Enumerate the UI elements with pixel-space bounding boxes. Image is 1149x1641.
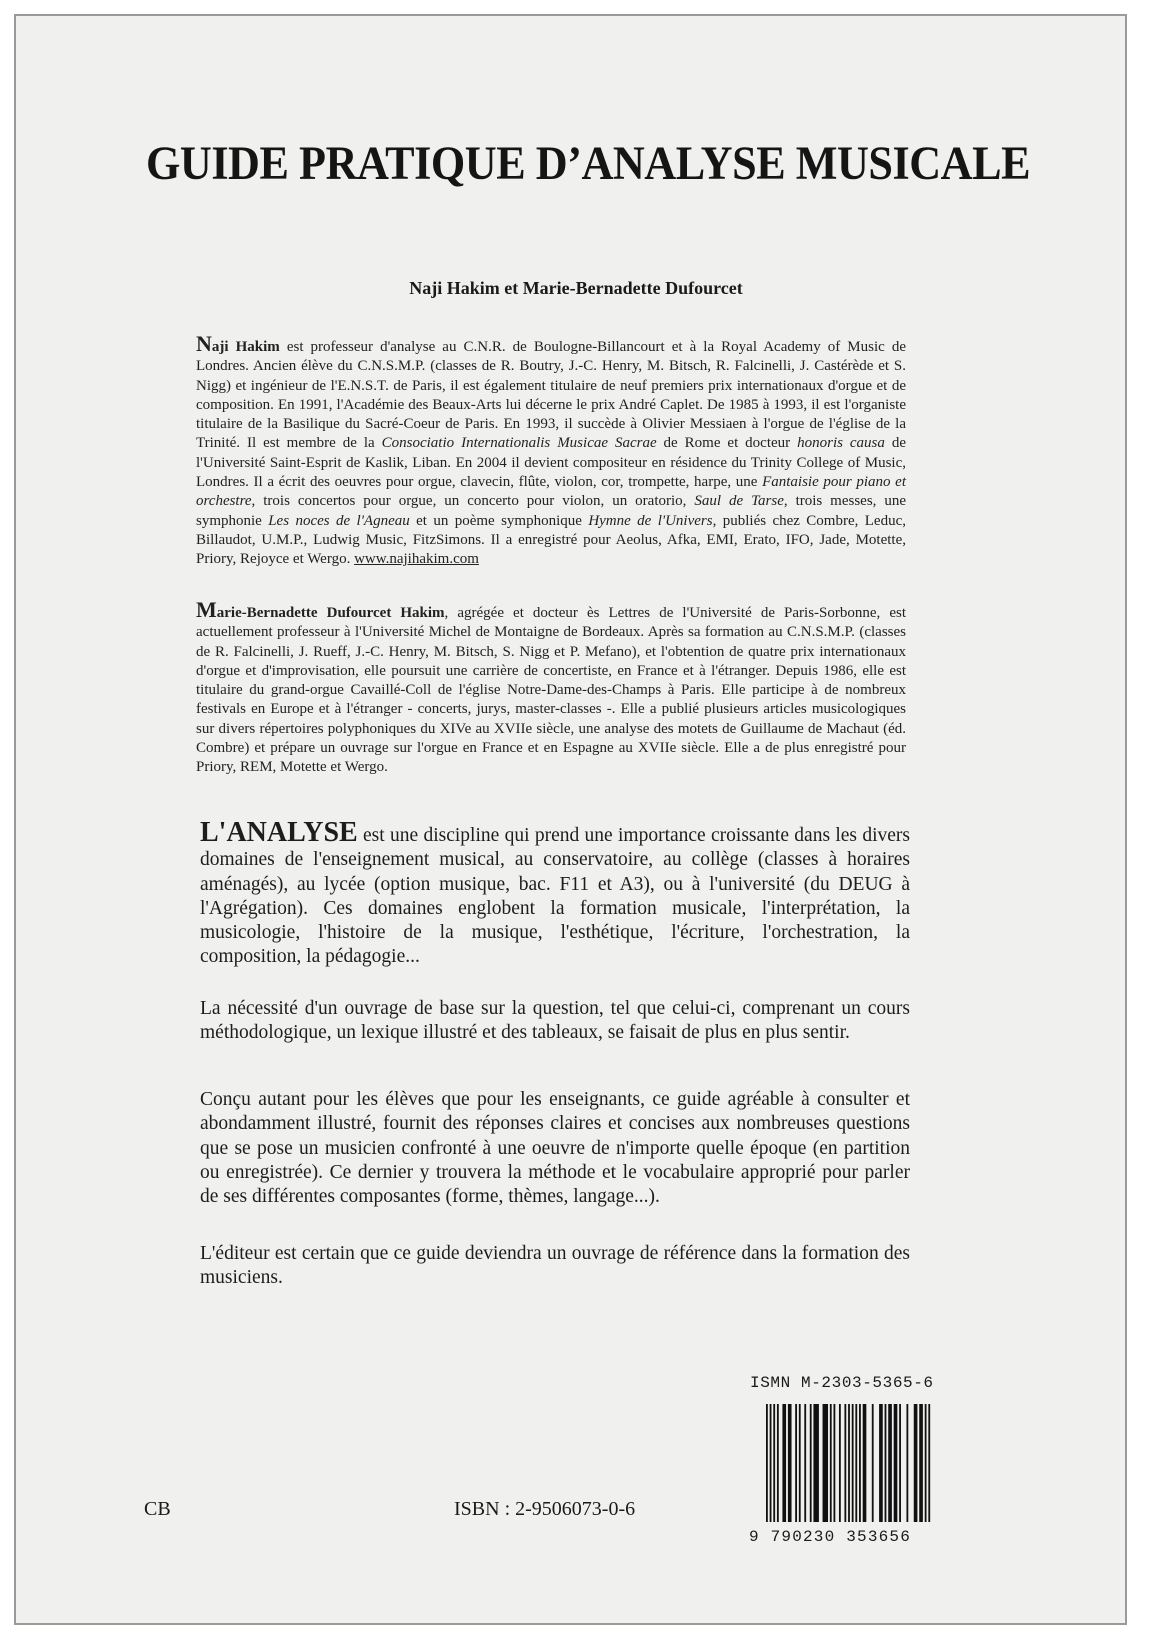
authors-line: Naji Hakim et Marie-Bernadette Dufourcet <box>409 278 743 298</box>
book-title: GUIDE PRATIQUE D’ANALYSE MUSICALE <box>146 137 1031 190</box>
barcode-bar <box>830 1404 832 1522</box>
barcode-digits: 9 790230 353656 <box>749 1528 912 1546</box>
barcode-bar <box>788 1404 792 1522</box>
barcode-bar <box>813 1404 818 1522</box>
barcode-bar <box>839 1404 841 1522</box>
barcode-bar <box>928 1404 930 1522</box>
bio1-lead: Naji Hakim <box>196 331 280 356</box>
barcode-bar <box>919 1404 923 1522</box>
barcode-bar <box>852 1404 854 1522</box>
barcode-bar <box>894 1404 898 1522</box>
barcode-bar <box>766 1404 768 1522</box>
barcode-bar <box>782 1404 786 1522</box>
barcode-bar <box>777 1404 779 1522</box>
bio-naji-hakim: Naji Hakim est professeur d'analyse au C.N.R. de Boulogne-Billancourt et à la Royal Academy of Music de Londres. Ancien élève du C.N.S.M.P. (classes de R. Boutry, J.-C. Henry, M. Bitsch, R. Falcinelli, J. Castérède et S. Nigg) et ingénieur de l'E.N.S.T. de Paris, il est également titulaire de neuf premiers prix internationaux d'orgue et de composition. En 1991, l'Académie des Beaux-Arts lui décerne le prix André Caplet. De 1985 à 1993, il est l'organiste titulaire de la Basilique du Sacré-Coeur de Paris. En 1993, il succède à Olivier Messiaen à l'orgue de l'église de la Trinité. Il est membre de la Consociatio Internationalis Musicae Sacrae de Rome et docteur honoris causa de l'Université Saint-Esprit de Kaslik, Liban. En 2004 il devient compositeur en résidence du Trinity College of Music, Londres. Il a écrit des oeuvres pour orgue, clavecin, flûte, violon, cor, trompette, harpe, une Fantaisie pour piano et orchestre, trois concertos pour orgue, un concerto pour violon, un oratorio, Saul de Tarse, trois messes, une symphonie Les noces de l'Agneau et un poème symphonique Hymne de l'Univers, publiés chez Combre, Leduc, Billaudot, U.M.P., Ludwig Music, FitzSimons. Il a enregistré pour Aeolus, Afka, EMI, Erato, IFO, Jade, Motette, Priory, Rejoyce et Wergo. www.najihakim.com <box>196 331 907 568</box>
barcode-bar <box>872 1404 874 1522</box>
back-cover <box>14 14 1127 1625</box>
isbn-label: ISBN : 2-9506073-0-6 <box>454 1498 636 1520</box>
barcode-bar <box>810 1404 812 1522</box>
barcode-bar <box>795 1404 797 1522</box>
barcode-bar <box>848 1404 850 1522</box>
barcode-bar <box>823 1404 828 1522</box>
barcode-bar <box>906 1404 908 1522</box>
paragraph-editeur: L'éditeur est certain que ce guide deviendra un ouvrage de référence dans la formation des musiciens. <box>200 1243 910 1289</box>
bio2-lead: Marie-Bernadette Dufourcet Hakim <box>196 597 445 622</box>
barcode-bar <box>855 1404 857 1522</box>
barcode-bar <box>885 1404 887 1522</box>
ismn-label: ISMN M-2303-5365-6 <box>750 1374 934 1392</box>
barcode-bar <box>804 1404 806 1522</box>
barcode-bar <box>925 1404 927 1522</box>
bio-marie-bernadette-dufourcet: Marie-Bernadette Dufourcet Hakim, agrégée et docteur ès Lettres de l'Université de Paris-Sorbonne, est actuellement professeur à l'Université Michel de Montaigne de Bordeaux. Après sa formation au C.N.S.M.P. (classes de R. Falcinelli, J. Rueff, J.-C. Henry, M. Bitsch, S. Nigg et P. Mefano), et l'obtention de quatre prix internationaux d'orgue et d'improvisation, elle poursuit une carrière de concertiste, en France et à l'étranger. Depuis 1986, elle est titulaire du grand-orgue Cavaillé-Coll de l'église Notre-Dame-des-Champs à Paris. Elle participe à de nombreux festivals en Europe et à l'étranger - concerts, jurys, master-classes -. Elle a publié plusieurs articles musicologiques sur divers répertoires polyphoniques du XIVe au XVIIe siècle, une analyse des motets de Guillaume de Machaut (éd. Combre) et prépare un ouvrage sur l'orgue en France et en Espagne au XVIIe siècle. Elle a de plus enregistré pour Priory, REM, Motette et Wergo. <box>196 597 906 776</box>
barcode-bar <box>844 1404 846 1522</box>
barcode-bar <box>888 1404 892 1522</box>
publisher-mark: CB <box>144 1498 171 1520</box>
barcode-bar <box>899 1404 901 1522</box>
barcode-bar <box>914 1404 918 1522</box>
website-link[interactable]: www.najihakim.com <box>354 551 479 568</box>
barcode-bar <box>859 1404 861 1522</box>
paragraph-analyse: L'ANALYSE est une discipline qui prend une importance croissante dans les divers domaines de l'enseignement musical, au conservatoire, au collège (classes à horaires aménagés), au lycée (option musique, bac. F11 et A3), ou à l'université (du DEUG à l'Agrégation). Ces domaines englobent la formation musicale, l'interprétation, la musicologie, l'histoire de la musique, l'esthétique, l'écriture, l'orchestration, la composition, la pédagogie... <box>200 817 910 968</box>
paragraph-concu: Conçu autant pour les élèves que pour les enseignants, ce guide agréable à consulter et abondamment illustré, fournit des réponses claires et concises aux nombreuses questions que se pose un musicien confronté à une oeuvre de n'importe quelle époque (en partition ou enregistrée). Ce dernier y trouvera la méthode et le vocabulaire approprié pour parler de ses différentes composantes (forme, thèmes, langage...). <box>200 1089 910 1208</box>
barcode-bar <box>879 1404 883 1522</box>
barcode-bar <box>773 1404 775 1522</box>
barcode-bar <box>799 1404 801 1522</box>
paragraph-necessite: La nécessité d'un ouvrage de base sur la question, tel que celui-ci, comprenant un cours méthodologique, un lexique illustré et des tableaux, se faisait de plus en plus sentir. <box>200 998 910 1044</box>
barcode-bar <box>833 1404 835 1522</box>
barcode <box>766 1404 932 1522</box>
barcode-bar <box>770 1404 772 1522</box>
barcode-bar <box>863 1404 867 1522</box>
